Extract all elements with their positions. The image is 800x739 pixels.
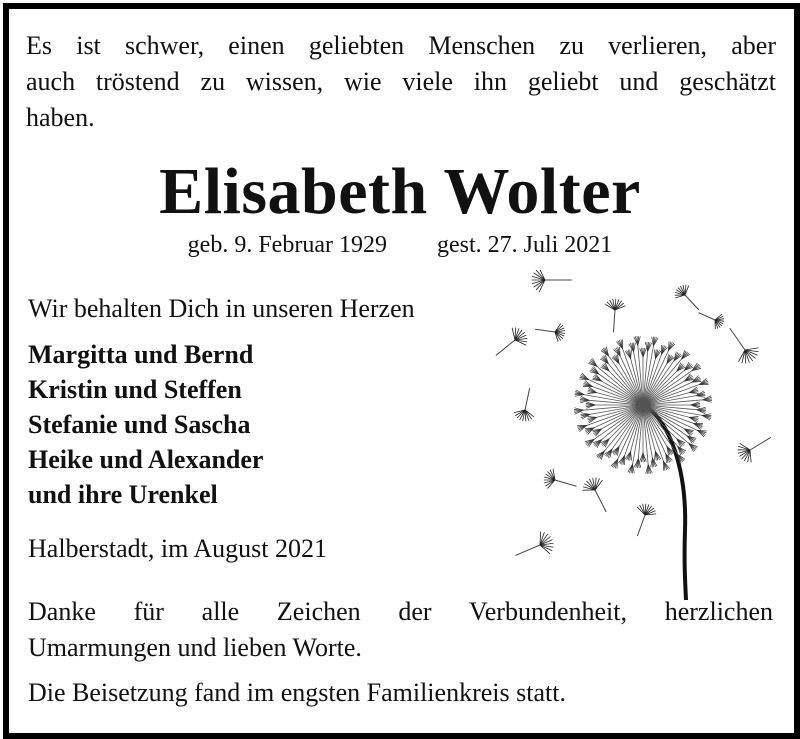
- intro-line-3: haben.: [26, 103, 95, 132]
- thanks-text: [28, 594, 773, 666]
- mourner-item: Stefanie und Sascha: [28, 410, 251, 439]
- life-dates: [0, 230, 800, 260]
- intro-text: [26, 28, 786, 136]
- death-date: gest. 27. Juli 2021: [436, 232, 613, 258]
- thanks-line-1: Danke für alle Zeichen der Verbundenheit, herzlichen: [28, 597, 773, 626]
- thanks-line-2: Umarmungen und lieben Worte.: [28, 633, 362, 662]
- intro-line-2: auch tröstend zu wissen, wie viele ihn geliebt und geschätzt: [26, 67, 776, 96]
- birth-date: geb. 9. Februar 1929: [187, 232, 387, 258]
- mourner-item: und ihre Urenkel: [28, 480, 218, 509]
- farewell-line: Wir behalten Dich in unseren Herzen: [28, 294, 415, 323]
- mourners-list: [28, 337, 263, 512]
- place-date: Halberstadt, im August 2021: [28, 534, 327, 563]
- mourner-item: Heike und Alexander: [28, 445, 264, 474]
- mourner-item: Kristin und Steffen: [28, 375, 242, 404]
- mourner-item: Margitta und Bernd: [28, 340, 254, 369]
- dandelion-illustration: [495, 270, 790, 600]
- burial-note: Die Beisetzung fand im engsten Familienkreis statt.: [28, 678, 566, 707]
- deceased-name: Elisabeth Wolter: [159, 155, 641, 228]
- intro-line-1: Es ist schwer, einen geliebten Menschen zu verlieren, aber: [26, 31, 776, 60]
